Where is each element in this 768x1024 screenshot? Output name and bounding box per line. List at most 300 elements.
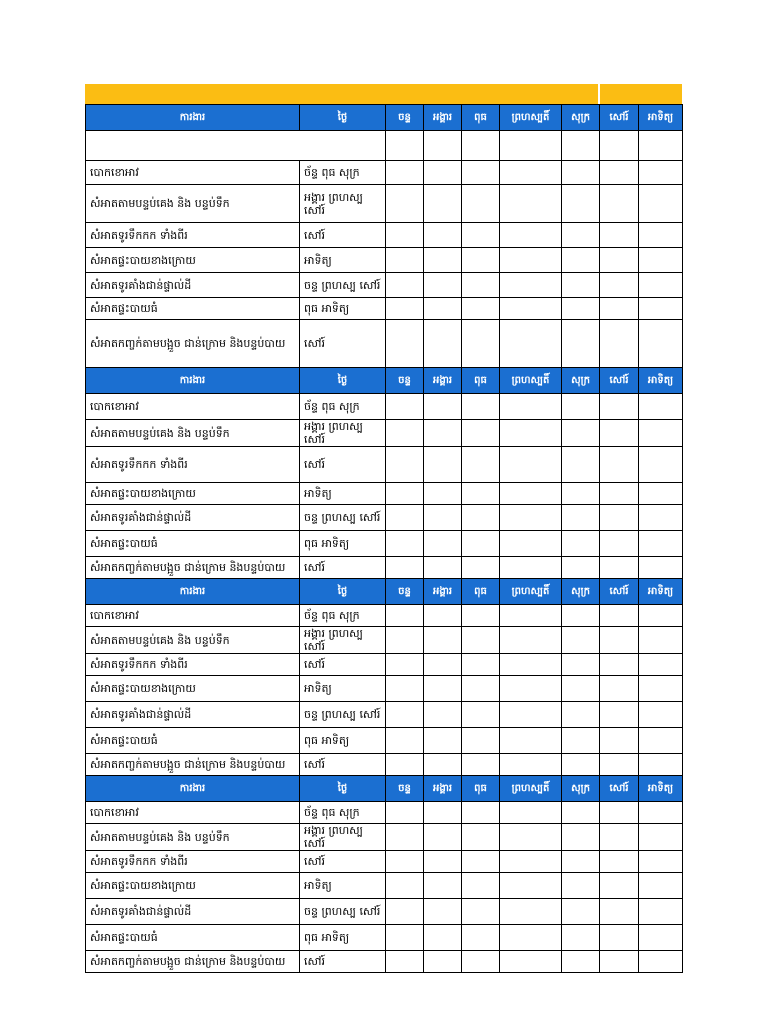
table-row	[86, 627, 683, 654]
check-cell[interactable]	[500, 851, 562, 873]
check-cell[interactable]	[424, 925, 462, 951]
check-cell[interactable]	[386, 298, 424, 320]
check-cell[interactable]	[600, 483, 639, 505]
header-weekday: ព្រហស្បតិ៍	[500, 368, 562, 394]
header-weekday: ពុធ	[462, 105, 500, 131]
check-cell[interactable]	[600, 728, 639, 754]
header-weekday: អាទិត្យ	[639, 579, 683, 605]
check-cell[interactable]	[500, 185, 562, 223]
check-cell[interactable]	[462, 728, 500, 754]
check-cell[interactable]	[639, 951, 683, 973]
check-cell[interactable]	[639, 223, 683, 248]
schedule-table	[85, 104, 683, 973]
table-row	[86, 605, 683, 627]
task-days-cell: អាទិត្យ	[300, 483, 386, 505]
header-weekday: សុក្រ	[562, 579, 600, 605]
check-cell[interactable]	[600, 273, 639, 298]
check-cell[interactable]	[639, 873, 683, 899]
check-cell[interactable]	[639, 702, 683, 728]
check-cell[interactable]	[562, 531, 600, 557]
check-cell[interactable]	[500, 298, 562, 320]
check-cell[interactable]	[562, 298, 600, 320]
check-cell[interactable]	[424, 851, 462, 873]
task-days-cell: ច័ន្ទ ពុធ សុក្រ	[300, 394, 386, 420]
check-cell[interactable]	[424, 131, 462, 161]
check-cell[interactable]	[500, 131, 562, 161]
check-cell[interactable]	[462, 505, 500, 531]
check-cell[interactable]	[462, 394, 500, 420]
task-days-cell: អង្គារ ព្រហស្ប សៅរ៍	[300, 627, 386, 654]
check-cell[interactable]	[600, 925, 639, 951]
check-cell[interactable]	[462, 754, 500, 776]
check-cell[interactable]	[386, 505, 424, 531]
check-cell[interactable]	[386, 394, 424, 420]
check-cell[interactable]	[386, 223, 424, 248]
task-name-cell: បោកខោអាវ	[86, 161, 300, 185]
check-cell[interactable]	[500, 505, 562, 531]
check-cell[interactable]	[386, 531, 424, 557]
check-cell[interactable]	[600, 320, 639, 368]
check-cell[interactable]	[462, 223, 500, 248]
check-cell[interactable]	[562, 802, 600, 824]
check-cell[interactable]	[639, 185, 683, 223]
check-cell[interactable]	[500, 394, 562, 420]
header-weekday: ចន្ទ	[386, 105, 424, 131]
check-cell[interactable]	[639, 802, 683, 824]
check-cell[interactable]	[462, 273, 500, 298]
check-cell[interactable]	[639, 754, 683, 776]
header-weekday: ចន្ទ	[386, 776, 424, 802]
check-cell[interactable]	[639, 394, 683, 420]
check-cell[interactable]	[386, 131, 424, 161]
check-cell[interactable]	[386, 925, 424, 951]
check-cell[interactable]	[639, 925, 683, 951]
check-cell[interactable]	[600, 951, 639, 973]
check-cell[interactable]	[386, 754, 424, 776]
check-cell[interactable]	[386, 320, 424, 368]
check-cell[interactable]	[462, 627, 500, 654]
task-days-cell: ចន្ទ ព្រហស្ប សៅរ៍	[300, 505, 386, 531]
check-cell[interactable]	[639, 557, 683, 579]
check-cell[interactable]	[462, 851, 500, 873]
task-name-cell: សំអាតទូរគាំងជាន់ផ្ទាល់ដី	[86, 702, 300, 728]
check-cell[interactable]	[639, 273, 683, 298]
table-row	[86, 557, 683, 579]
check-cell[interactable]	[500, 223, 562, 248]
table-row	[86, 273, 683, 298]
spacer-row	[86, 131, 683, 161]
check-cell[interactable]	[639, 531, 683, 557]
check-cell[interactable]	[424, 223, 462, 248]
header-weekday: សៅរ៍	[600, 579, 639, 605]
check-cell[interactable]	[424, 420, 462, 447]
check-cell[interactable]	[500, 320, 562, 368]
check-cell[interactable]	[562, 654, 600, 676]
check-cell[interactable]	[500, 899, 562, 925]
check-cell[interactable]	[639, 298, 683, 320]
task-days-cell: ច័ន្ទ ពុធ សុក្រ	[300, 161, 386, 185]
check-cell[interactable]	[424, 185, 462, 223]
check-cell[interactable]	[386, 248, 424, 273]
table-row	[86, 223, 683, 248]
check-cell[interactable]	[424, 605, 462, 627]
task-name-cell: សំអាតផ្ទះបាយធំ	[86, 925, 300, 951]
check-cell[interactable]	[639, 824, 683, 851]
check-cell[interactable]	[500, 273, 562, 298]
header-task: ការងារ	[86, 579, 300, 605]
check-cell[interactable]	[562, 420, 600, 447]
check-cell[interactable]	[600, 873, 639, 899]
check-cell[interactable]	[600, 754, 639, 776]
task-name-cell: សំអាតផ្ទះបាយធំ	[86, 728, 300, 754]
task-days-cell: សៅរ៍	[300, 557, 386, 579]
table-row	[86, 802, 683, 824]
check-cell[interactable]	[462, 161, 500, 185]
check-cell[interactable]	[562, 627, 600, 654]
check-cell[interactable]	[462, 899, 500, 925]
check-cell[interactable]	[424, 447, 462, 483]
header-weekday: ព្រហស្បតិ៍	[500, 105, 562, 131]
check-cell[interactable]	[600, 654, 639, 676]
check-cell[interactable]	[386, 873, 424, 899]
check-cell[interactable]	[600, 851, 639, 873]
check-cell[interactable]	[424, 505, 462, 531]
task-name-cell: សំអាតតាមបន្ទប់គេង និង បន្ទប់ទឹក	[86, 627, 300, 654]
check-cell[interactable]	[562, 925, 600, 951]
check-cell[interactable]	[639, 420, 683, 447]
check-cell[interactable]	[562, 824, 600, 851]
header-weekday: សុក្រ	[562, 368, 600, 394]
check-cell[interactable]	[562, 394, 600, 420]
check-cell[interactable]	[424, 394, 462, 420]
check-cell[interactable]	[562, 447, 600, 483]
check-cell[interactable]	[500, 728, 562, 754]
check-cell[interactable]	[462, 702, 500, 728]
table-row	[86, 702, 683, 728]
check-cell[interactable]	[562, 273, 600, 298]
check-cell[interactable]	[462, 185, 500, 223]
task-days-cell: សៅរ៍	[300, 447, 386, 483]
check-cell[interactable]	[386, 161, 424, 185]
check-cell[interactable]	[500, 248, 562, 273]
check-cell[interactable]	[462, 925, 500, 951]
check-cell[interactable]	[562, 899, 600, 925]
check-cell[interactable]	[600, 531, 639, 557]
table-row	[86, 925, 683, 951]
check-cell[interactable]	[562, 605, 600, 627]
task-days-cell: អង្គារ ព្រហស្ប សៅរ៍	[300, 185, 386, 223]
task-name-cell: សំអាតតាមបន្ទប់គេង និង បន្ទប់ទឹក	[86, 185, 300, 223]
check-cell[interactable]	[500, 873, 562, 899]
check-cell[interactable]	[639, 447, 683, 483]
header-weekday: អាទិត្យ	[639, 368, 683, 394]
check-cell[interactable]	[639, 728, 683, 754]
check-cell[interactable]	[600, 802, 639, 824]
check-cell[interactable]	[600, 447, 639, 483]
check-cell[interactable]	[500, 702, 562, 728]
header-weekday: សុក្រ	[562, 776, 600, 802]
task-days-cell: សៅរ៍	[300, 320, 386, 368]
check-cell[interactable]	[386, 654, 424, 676]
check-cell[interactable]	[500, 754, 562, 776]
check-cell[interactable]	[462, 248, 500, 273]
check-cell[interactable]	[500, 420, 562, 447]
check-cell[interactable]	[639, 131, 683, 161]
check-cell[interactable]	[562, 951, 600, 973]
check-cell[interactable]	[386, 557, 424, 579]
table-row	[86, 851, 683, 873]
check-cell[interactable]	[500, 483, 562, 505]
check-cell[interactable]	[562, 676, 600, 702]
check-cell[interactable]	[500, 161, 562, 185]
check-cell[interactable]	[386, 185, 424, 223]
check-cell[interactable]	[462, 557, 500, 579]
check-cell[interactable]	[639, 161, 683, 185]
empty-cell	[86, 131, 386, 161]
check-cell[interactable]	[600, 223, 639, 248]
check-cell[interactable]	[386, 676, 424, 702]
check-cell[interactable]	[562, 728, 600, 754]
check-cell[interactable]	[462, 676, 500, 702]
table-row	[86, 873, 683, 899]
header-weekday: សុក្រ	[562, 105, 600, 131]
check-cell[interactable]	[600, 557, 639, 579]
check-cell[interactable]	[639, 654, 683, 676]
check-cell[interactable]	[386, 951, 424, 973]
check-cell[interactable]	[386, 728, 424, 754]
task-days-cell: ពុធ អាទិត្យ	[300, 925, 386, 951]
check-cell[interactable]	[600, 161, 639, 185]
check-cell[interactable]	[462, 802, 500, 824]
check-cell[interactable]	[500, 951, 562, 973]
table-row	[86, 320, 683, 368]
check-cell[interactable]	[386, 627, 424, 654]
table-row	[86, 676, 683, 702]
header-weekday: អង្គារ	[424, 105, 462, 131]
table-header-row	[86, 776, 683, 802]
check-cell[interactable]	[386, 483, 424, 505]
check-cell[interactable]	[424, 531, 462, 557]
check-cell[interactable]	[600, 605, 639, 627]
check-cell[interactable]	[500, 654, 562, 676]
task-days-cell: សៅរ៍	[300, 223, 386, 248]
header-weekday: អាទិត្យ	[639, 105, 683, 131]
header-day: ថ្ងៃ	[300, 579, 386, 605]
task-days-cell: ចន្ទ ព្រហស្ប សៅរ៍	[300, 899, 386, 925]
task-name-cell: បោកខោអាវ	[86, 605, 300, 627]
check-cell[interactable]	[386, 702, 424, 728]
header-weekday: ចន្ទ	[386, 579, 424, 605]
check-cell[interactable]	[424, 320, 462, 368]
check-cell[interactable]	[600, 505, 639, 531]
header-weekday: ពុធ	[462, 776, 500, 802]
header-weekday: អាទិត្យ	[639, 776, 683, 802]
check-cell[interactable]	[462, 420, 500, 447]
check-cell[interactable]	[600, 676, 639, 702]
table-row	[86, 394, 683, 420]
header-task: ការងារ	[86, 368, 300, 394]
check-cell[interactable]	[562, 505, 600, 531]
task-days-cell: ចន្ទ ព្រហស្ប សៅរ៍	[300, 702, 386, 728]
check-cell[interactable]	[562, 223, 600, 248]
task-days-cell: សៅរ៍	[300, 754, 386, 776]
check-cell[interactable]	[424, 676, 462, 702]
check-cell[interactable]	[562, 131, 600, 161]
check-cell[interactable]	[462, 824, 500, 851]
check-cell[interactable]	[386, 824, 424, 851]
check-cell[interactable]	[424, 654, 462, 676]
check-cell[interactable]	[600, 627, 639, 654]
check-cell[interactable]	[600, 248, 639, 273]
table-row	[86, 654, 683, 676]
check-cell[interactable]	[600, 420, 639, 447]
check-cell[interactable]	[424, 951, 462, 973]
check-cell[interactable]	[639, 627, 683, 654]
check-cell[interactable]	[639, 248, 683, 273]
task-days-cell: ចន្ទ ព្រហស្ប សៅរ៍	[300, 273, 386, 298]
check-cell[interactable]	[562, 320, 600, 368]
check-cell[interactable]	[600, 702, 639, 728]
check-cell[interactable]	[386, 851, 424, 873]
check-cell[interactable]	[639, 320, 683, 368]
check-cell[interactable]	[500, 531, 562, 557]
check-cell[interactable]	[639, 605, 683, 627]
task-name-cell: សំអាតទូរគាំងជាន់ផ្ទាល់ដី	[86, 505, 300, 531]
check-cell[interactable]	[424, 273, 462, 298]
check-cell[interactable]	[462, 131, 500, 161]
check-cell[interactable]	[639, 505, 683, 531]
check-cell[interactable]	[386, 447, 424, 483]
check-cell[interactable]	[500, 824, 562, 851]
check-cell[interactable]	[562, 754, 600, 776]
check-cell[interactable]	[639, 676, 683, 702]
header-day: ថ្ងៃ	[300, 368, 386, 394]
check-cell[interactable]	[424, 873, 462, 899]
check-cell[interactable]	[386, 420, 424, 447]
check-cell[interactable]	[600, 298, 639, 320]
check-cell[interactable]	[386, 605, 424, 627]
check-cell[interactable]	[500, 676, 562, 702]
table-row	[86, 161, 683, 185]
task-name-cell: បោកខោអាវ	[86, 394, 300, 420]
task-name-cell: សំអាតទូរទឹកកក ទាំងពីរ	[86, 654, 300, 676]
header-day: ថ្ងៃ	[300, 776, 386, 802]
task-name-cell: សំអាតទូរទឹកកក ទាំងពីរ	[86, 851, 300, 873]
task-name-cell: សំអាតទូរគាំងជាន់ផ្ទាល់ដី	[86, 899, 300, 925]
check-cell[interactable]	[639, 899, 683, 925]
task-name-cell: សំអាតតាមបន្ទប់គេង និង បន្ទប់ទឹក	[86, 420, 300, 447]
check-cell[interactable]	[462, 951, 500, 973]
check-cell[interactable]	[600, 899, 639, 925]
header-weekday: អង្គារ	[424, 776, 462, 802]
task-days-cell: សៅរ៍	[300, 851, 386, 873]
check-cell[interactable]	[562, 185, 600, 223]
check-cell[interactable]	[386, 802, 424, 824]
table-row	[86, 951, 683, 973]
check-cell[interactable]	[600, 394, 639, 420]
check-cell[interactable]	[424, 483, 462, 505]
check-cell[interactable]	[562, 248, 600, 273]
table-row	[86, 420, 683, 447]
check-cell[interactable]	[639, 851, 683, 873]
check-cell[interactable]	[500, 557, 562, 579]
table-row	[86, 728, 683, 754]
task-name-cell: សំអាតផ្ទះបាយខាងក្រោយ	[86, 483, 300, 505]
table-header-row	[86, 105, 683, 131]
header-day: ថ្ងៃ	[300, 105, 386, 131]
check-cell[interactable]	[500, 802, 562, 824]
check-cell[interactable]	[600, 824, 639, 851]
check-cell[interactable]	[600, 131, 639, 161]
task-days-cell: ពុធ អាទិត្យ	[300, 298, 386, 320]
check-cell[interactable]	[462, 447, 500, 483]
check-cell[interactable]	[562, 873, 600, 899]
check-cell[interactable]	[462, 654, 500, 676]
check-cell[interactable]	[500, 447, 562, 483]
check-cell[interactable]	[562, 483, 600, 505]
check-cell[interactable]	[562, 702, 600, 728]
check-cell[interactable]	[424, 161, 462, 185]
task-days-cell: អង្គារ ព្រហស្ប សៅរ៍	[300, 824, 386, 851]
check-cell[interactable]	[424, 802, 462, 824]
check-cell[interactable]	[562, 557, 600, 579]
check-cell[interactable]	[500, 605, 562, 627]
check-cell[interactable]	[424, 824, 462, 851]
check-cell[interactable]	[462, 298, 500, 320]
table-row	[86, 298, 683, 320]
task-days-cell: ពុធ អាទិត្យ	[300, 531, 386, 557]
check-cell[interactable]	[462, 320, 500, 368]
table-row	[86, 248, 683, 273]
check-cell[interactable]	[424, 298, 462, 320]
task-name-cell: សំអាតទូរទឹកកក ទាំងពីរ	[86, 223, 300, 248]
check-cell[interactable]	[462, 605, 500, 627]
task-name-cell: សំអាតទូរទឹកកក ទាំងពីរ	[86, 447, 300, 483]
check-cell[interactable]	[386, 899, 424, 925]
check-cell[interactable]	[424, 728, 462, 754]
check-cell[interactable]	[500, 627, 562, 654]
task-name-cell: សំអាតផ្ទះបាយធំ	[86, 298, 300, 320]
check-cell[interactable]	[424, 627, 462, 654]
header-weekday: អង្គារ	[424, 579, 462, 605]
check-cell[interactable]	[424, 899, 462, 925]
table-row	[86, 505, 683, 531]
accent-bar-divider	[598, 84, 600, 104]
check-cell[interactable]	[462, 531, 500, 557]
check-cell[interactable]	[424, 754, 462, 776]
table-row	[86, 899, 683, 925]
header-weekday: សៅរ៍	[600, 105, 639, 131]
header-weekday: ព្រហស្បតិ៍	[500, 776, 562, 802]
header-task: ការងារ	[86, 105, 300, 131]
table-row	[86, 447, 683, 483]
check-cell[interactable]	[424, 702, 462, 728]
check-cell[interactable]	[562, 161, 600, 185]
check-cell[interactable]	[386, 273, 424, 298]
check-cell[interactable]	[462, 873, 500, 899]
check-cell[interactable]	[639, 483, 683, 505]
check-cell[interactable]	[500, 925, 562, 951]
check-cell[interactable]	[600, 185, 639, 223]
check-cell[interactable]	[462, 483, 500, 505]
task-days-cell: អង្គារ ព្រហស្ប សៅរ៍	[300, 420, 386, 447]
check-cell[interactable]	[562, 851, 600, 873]
task-name-cell: សំអាតទូរគាំងជាន់ផ្ទាល់ដី	[86, 273, 300, 298]
check-cell[interactable]	[424, 248, 462, 273]
header-weekday: ចន្ទ	[386, 368, 424, 394]
check-cell[interactable]	[424, 557, 462, 579]
task-name-cell: សំអាតកញ្ចក់តាមបង្អួច ជាន់ក្រោម និងបន្ទប់បាយ	[86, 557, 300, 579]
